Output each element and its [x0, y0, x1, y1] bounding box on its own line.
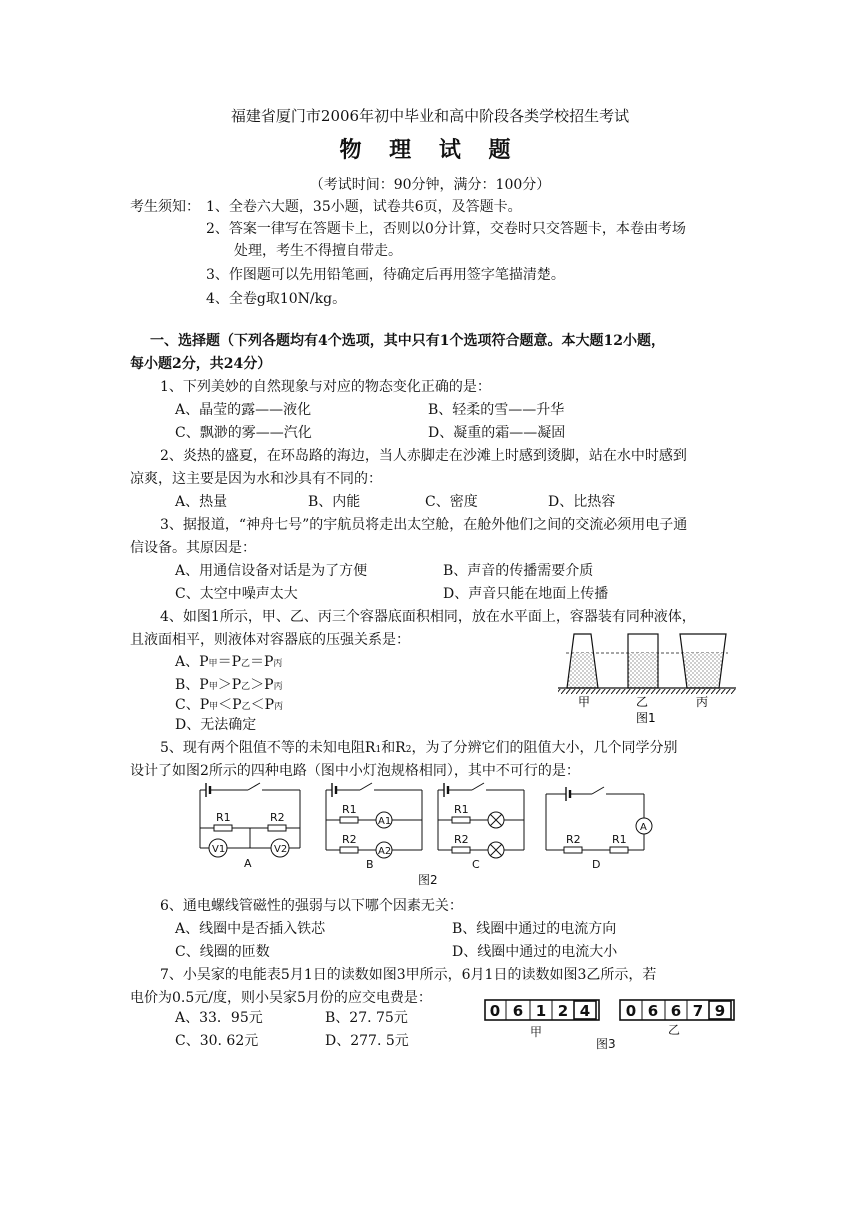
note-item-4: 4、全卷g取10N/kg。 — [206, 291, 347, 307]
meter-jia-digit-5: 4 — [579, 1002, 591, 1020]
fig1-caption: 图1 — [636, 711, 656, 725]
q4-option-d: D、无法确定 — [175, 717, 257, 733]
q6-option-d: D、线圈中通过的电流大小 — [452, 944, 618, 960]
circuit-b — [326, 783, 422, 858]
q3-option-c: C、太空中噪声太大 — [175, 586, 298, 602]
school-line: 福建省厦门市2006年初中毕业和高中阶段各类学校招生考试 — [230, 107, 630, 125]
q1-option-c: C、飘渺的雾——汽化 — [175, 425, 312, 441]
q4-stem-cont: 且液面相平，则液体对容器底的压强关系是： — [130, 632, 410, 648]
q2-option-b: B、内能 — [308, 494, 361, 510]
q4-option-c: C、P甲＜P乙＜P丙 — [175, 697, 284, 713]
q1-option-d: D、凝重的霜——凝固 — [428, 425, 566, 441]
fig1-label-jia: 甲 — [578, 695, 591, 709]
q6-option-b: B、线圈中通过的电流方向 — [452, 921, 617, 937]
fig2-b-r2: R2 — [342, 833, 357, 846]
q7-option-b: B、27. 75元 — [325, 1010, 408, 1026]
q2-stem-cont: 凉爽，这主要是因为水和沙具有不同的： — [130, 471, 382, 487]
meter-jia-digit-3: 1 — [535, 1002, 547, 1020]
fig2-caption: 图2 — [418, 873, 438, 887]
fig2-d-r2: R2 — [566, 833, 581, 846]
q4-option-a: A、P甲＝P乙＝P丙 — [175, 654, 283, 670]
q7-option-d: D、277. 5元 — [325, 1033, 409, 1049]
q3-stem: 3、据报道，“神舟七号”的宇航员将走出太空舱，在舱外他们之间的交流必须用电子通 — [160, 517, 688, 533]
fig3-label-yi: 乙 — [668, 1023, 681, 1037]
fig2-label-d: D — [592, 858, 601, 871]
fig2-c-r1: R1 — [454, 803, 469, 816]
fig2-b-a1: A1 — [378, 816, 392, 827]
q3-option-d: D、声音只能在地面上传播 — [443, 586, 609, 602]
q3-option-a: A、用通信设备对话是为了方便 — [175, 563, 368, 579]
q3-stem-cont: 信设备。其原因是： — [130, 540, 256, 556]
note-item-3: 3、作图题可以先用铅笔画，待确定后再用签字笔描清楚。 — [206, 267, 565, 283]
circuit-d — [546, 787, 652, 853]
q1-stem: 1、下列美妙的自然现象与对应的物态变化正确的是： — [160, 379, 491, 395]
meter-yi-digit-5: 9 — [714, 1002, 726, 1020]
fig2-b-r1: R1 — [342, 803, 357, 816]
meter-yi-digit-2: 6 — [647, 1002, 659, 1020]
fig3-label-jia: 甲 — [530, 1025, 543, 1039]
note-item-2: 2、答案一律写在答题卡上，否则以0分计算，交卷时只交答题卡，本卷由考场 — [206, 221, 686, 237]
figure-1-containers — [556, 628, 740, 728]
fig2-c-r2: R2 — [454, 833, 469, 846]
note-item-1: 1、全卷六大题，35小题，试卷共6页，及答题卡。 — [206, 199, 522, 215]
fig3-caption: 图3 — [596, 1037, 616, 1051]
circuit-c — [438, 783, 524, 858]
fig2-d-r1: R1 — [612, 833, 627, 846]
meter-jia-digit-1: 0 — [489, 1002, 501, 1020]
q7-stem: 7、小吴家的电能表5月1日的读数如图3甲所示，6月1日的读数如图3乙所示，若 — [160, 967, 657, 983]
q1-option-a: A、晶莹的露——液化 — [175, 402, 312, 418]
q6-option-a: A、线圈中是否插入铁芯 — [175, 921, 326, 937]
fig2-a-r1: R1 — [216, 811, 231, 824]
q7-option-c: C、30. 62元 — [175, 1033, 259, 1049]
q2-option-c: C、密度 — [425, 494, 478, 510]
q5-stem-cont: 设计了如图2所示的四种电路（图中小灯泡规格相同），其中不可行的是： — [130, 763, 580, 779]
meter-yi-digit-4: 7 — [692, 1002, 704, 1020]
fig2-label-c: C — [472, 858, 480, 871]
notes-label: 考生须知： — [130, 199, 200, 215]
fig2-a-v1: V1 — [212, 844, 226, 855]
q6-stem: 6、通电螺线管磁性的强弱与以下哪个因素无关： — [160, 898, 463, 914]
fig2-b-a2: A2 — [378, 846, 392, 857]
q1-option-b: B、轻柔的雪——升华 — [428, 402, 565, 418]
section1-heading: 一、选择题（下列各题均有4个选项，其中只有1个选项符合题意。本大题12小题， — [150, 333, 665, 349]
meter-yi-digit-3: 6 — [670, 1002, 682, 1020]
fig2-a-v2: V2 — [274, 844, 288, 855]
q5-stem: 5、现有两个阻值不等的未知电阻R1和R2，为了分辨它们的阻值大小，几个同学分别 — [160, 740, 678, 756]
fig1-label-yi: 乙 — [636, 695, 649, 709]
figure-2-circuits — [190, 780, 670, 890]
fig2-a-r2: R2 — [270, 811, 285, 824]
fig2-label-a: A — [244, 857, 252, 870]
q4-stem: 4、如图1所示，甲、乙、丙三个容器底面积相同，放在水平面上，容器装有同种液体， — [160, 609, 696, 625]
q3-option-b: B、声音的传播需要介质 — [443, 563, 594, 579]
q6-option-c: C、线圈的匝数 — [175, 944, 270, 960]
fig2-label-b: B — [366, 858, 374, 871]
page-title: 物 理 试 题 — [339, 137, 521, 163]
figure-3-meters — [482, 994, 742, 1054]
q2-stem: 2、炎热的盛夏，在环岛路的海边，当人赤脚走在沙滩上时感到烫脚，站在水中时感到 — [160, 448, 687, 464]
meter-yi-digit-1: 0 — [625, 1002, 637, 1020]
q4-option-b: B、P甲＞P乙＞P丙 — [175, 677, 283, 693]
exam-info: （考试时间：90分钟，满分：100分） — [309, 177, 551, 193]
q2-option-a: A、热量 — [175, 494, 228, 510]
fig1-label-bing: 丙 — [696, 695, 709, 709]
q7-option-a: A、33．95元 — [175, 1010, 263, 1026]
fig2-d-a: A — [640, 822, 647, 833]
meter-jia-digit-4: 2 — [557, 1002, 569, 1020]
meter-jia-digit-2: 6 — [512, 1002, 524, 1020]
q2-option-d: D、比热容 — [548, 494, 616, 510]
q7-stem-cont: 电价为0.5元/度，则小吴家5月份的应交电费是： — [130, 990, 432, 1006]
note-item-2-cont: 处理，考生不得擅自带走。 — [234, 243, 402, 259]
section1-heading-cont: 每小题2分，共24分） — [130, 356, 272, 372]
